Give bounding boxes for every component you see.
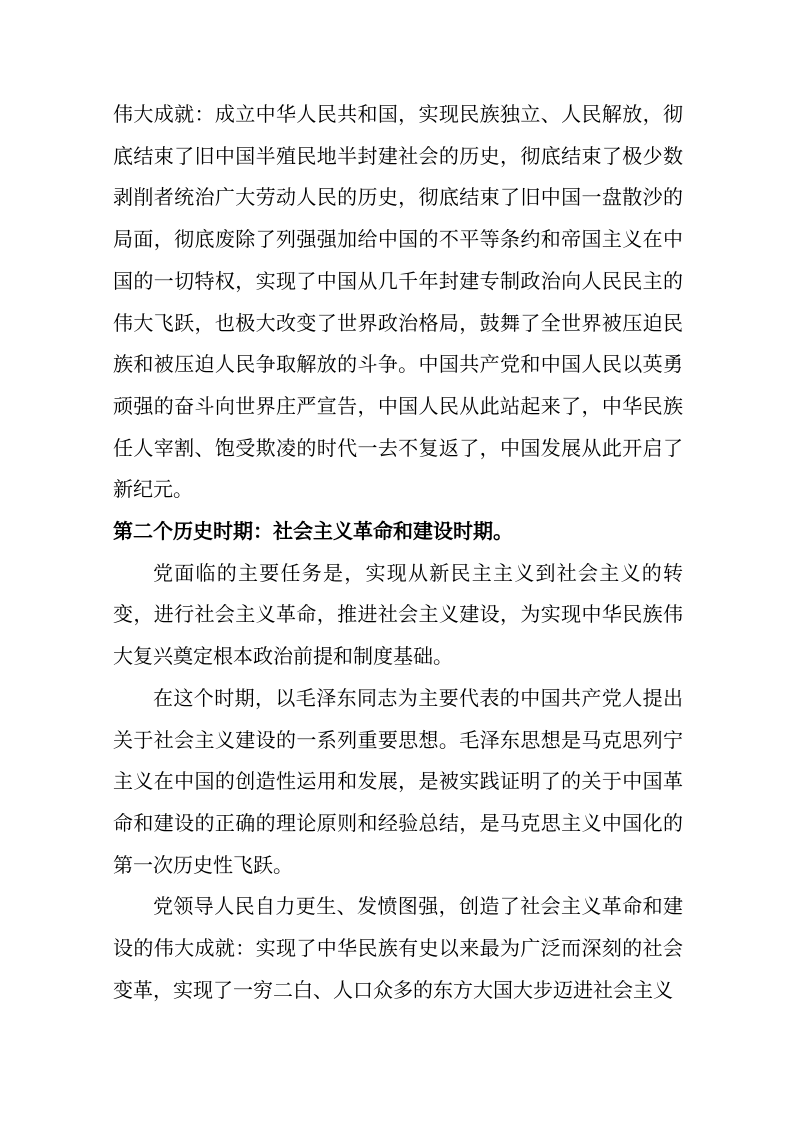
paragraph-construction-achievements: 党领导人民自力更生、发愤图强，创造了社会主义革命和建设的伟大成就：实现了中华民族有史以来最为广泛而深刻的社会变革，实现了一穷二白、人口众多的东方大国大步迈进社会主义: [113, 896, 683, 1002]
section-heading-second-period: 第二个历史时期：社会主义革命和建设时期。: [113, 521, 513, 544]
document-content: [113, 95, 683, 1012]
paragraph-first-period-achievements: 伟大成就：成立中华人民共和国，实现民族独立、人民解放，彻底结束了旧中国半殖民地半封建社会的历史，彻底结束了极少数剥削者统治广大劳动人民的历史，彻底结束了旧中国一盘散沙的局面，彻底废除了列强强加给中国的不平等条约和帝国主义在中国的一切特权，实现了中国从几千年封建专制政治向人民民主的伟大飞跃，也极大改变了世界政治格局，鼓舞了全世界被压迫民族和被压迫人民争取解放的斗争。中国共产党和中国人民以英勇顽强的奋斗向世界庄严宣告，中国人民从此站起来了，中华民族任人宰割、饱受欺凌的时代一去不复返了，中国发展从此开启了新纪元。: [113, 104, 683, 502]
paragraph-mao-thought: 在这个时期，以毛泽东同志为主要代表的中国共产党人提出关于社会主义建设的一系列重要思想。毛泽东思想是马克思列宁主义在中国的创造性运用和发展，是被实践证明了的关于中国革命和建设的正确的理论原则和经验总结，是马克思主义中国化的第一次历史性飞跃。: [113, 687, 683, 877]
paragraph-main-tasks: 党面临的主要任务是，实现从新民主主义到社会主义的转变，进行社会主义革命，推进社会主义建设，为实现中华民族伟大复兴奠定根本政治前提和制度基础。: [113, 562, 683, 669]
